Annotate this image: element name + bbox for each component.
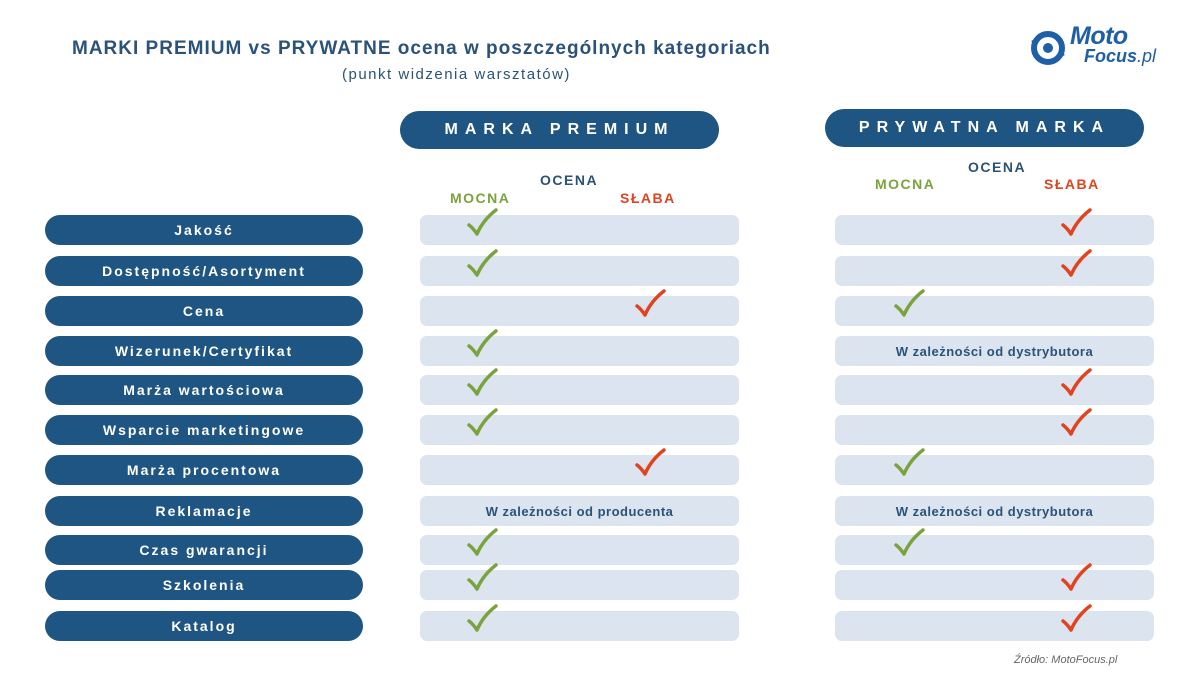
premium-mocna-check-icon — [466, 249, 498, 279]
premium-rating-bar — [420, 455, 739, 485]
category-label: Czas gwarancji — [45, 535, 363, 565]
page-subtitle: (punkt widzenia warsztatów) — [342, 66, 571, 83]
private-slaba-check-icon — [1060, 208, 1092, 238]
private-rating-note: W zależności od dystrybutora — [895, 343, 1094, 359]
private-slaba-check-icon — [1060, 604, 1092, 634]
private-mocna-check-icon — [893, 528, 925, 558]
logo-focus-text: Focus — [1084, 46, 1138, 66]
category-label: Cena — [45, 296, 363, 326]
premium-mocna-check-icon — [466, 408, 498, 438]
premium-mocna-check-icon — [466, 604, 498, 634]
source-note: Źródło: MotoFocus.pl — [1014, 654, 1118, 666]
header-private-brand: PRYWATNA MARKA — [825, 109, 1144, 147]
premium-rating-bar — [420, 496, 739, 526]
logo-word-moto: Moto — [1070, 22, 1128, 50]
private-rating-bar — [835, 415, 1154, 445]
category-label: Reklamacje — [45, 496, 363, 526]
premium-slaba-label: SŁABA — [620, 190, 676, 206]
premium-mocna-check-icon — [466, 208, 498, 238]
logo-word-focus — [1084, 46, 1156, 67]
private-rating-bar — [835, 455, 1154, 485]
private-rating-bar — [835, 535, 1154, 565]
private-mocna-check-icon — [893, 448, 925, 478]
category-label: Dostępność/Asortyment — [45, 256, 363, 286]
category-label: Marża procentowa — [45, 455, 363, 485]
private-rating-bar — [835, 215, 1154, 245]
page-title: MARKI PREMIUM vs PRYWATNE ocena w poszczególnych kategoriach — [72, 38, 771, 59]
logo-suffix: .pl — [1137, 46, 1157, 66]
category-label: Szkolenia — [45, 570, 363, 600]
category-label: Katalog — [45, 611, 363, 641]
motofocus-logo — [1028, 24, 1156, 70]
private-slaba-check-icon — [1060, 408, 1092, 438]
private-ocena-label: OCENA — [968, 159, 1027, 175]
premium-rating-bar — [420, 296, 739, 326]
private-rating-bar — [835, 611, 1154, 641]
private-rating-bar — [835, 256, 1154, 286]
private-rating-bar — [835, 496, 1154, 526]
private-rating-bar — [835, 336, 1154, 366]
premium-slaba-check-icon — [634, 448, 666, 478]
premium-mocna-label: MOCNA — [450, 190, 511, 206]
category-label: Marża wartościowa — [45, 375, 363, 405]
logo-ring-icon — [1028, 28, 1068, 68]
premium-ocena-label: OCENA — [540, 172, 599, 188]
private-rating-bar — [835, 570, 1154, 600]
premium-mocna-check-icon — [466, 368, 498, 398]
private-rating-note: W zależności od dystrybutora — [895, 503, 1094, 519]
private-slaba-check-icon — [1060, 563, 1092, 593]
premium-mocna-check-icon — [466, 329, 498, 359]
private-slaba-label: SŁABA — [1044, 176, 1100, 192]
premium-rating-note: W zależności od producenta — [485, 503, 674, 519]
private-mocna-check-icon — [893, 289, 925, 319]
private-rating-bar — [835, 375, 1154, 405]
category-label: Jakość — [45, 215, 363, 245]
header-premium-brand: MARKA PREMIUM — [400, 111, 719, 149]
premium-mocna-check-icon — [466, 563, 498, 593]
premium-mocna-check-icon — [466, 528, 498, 558]
premium-slaba-check-icon — [634, 289, 666, 319]
private-mocna-label: MOCNA — [875, 176, 936, 192]
category-label: Wsparcie marketingowe — [45, 415, 363, 445]
private-slaba-check-icon — [1060, 249, 1092, 279]
private-rating-bar — [835, 296, 1154, 326]
private-slaba-check-icon — [1060, 368, 1092, 398]
category-label: Wizerunek/Certyfikat — [45, 336, 363, 366]
